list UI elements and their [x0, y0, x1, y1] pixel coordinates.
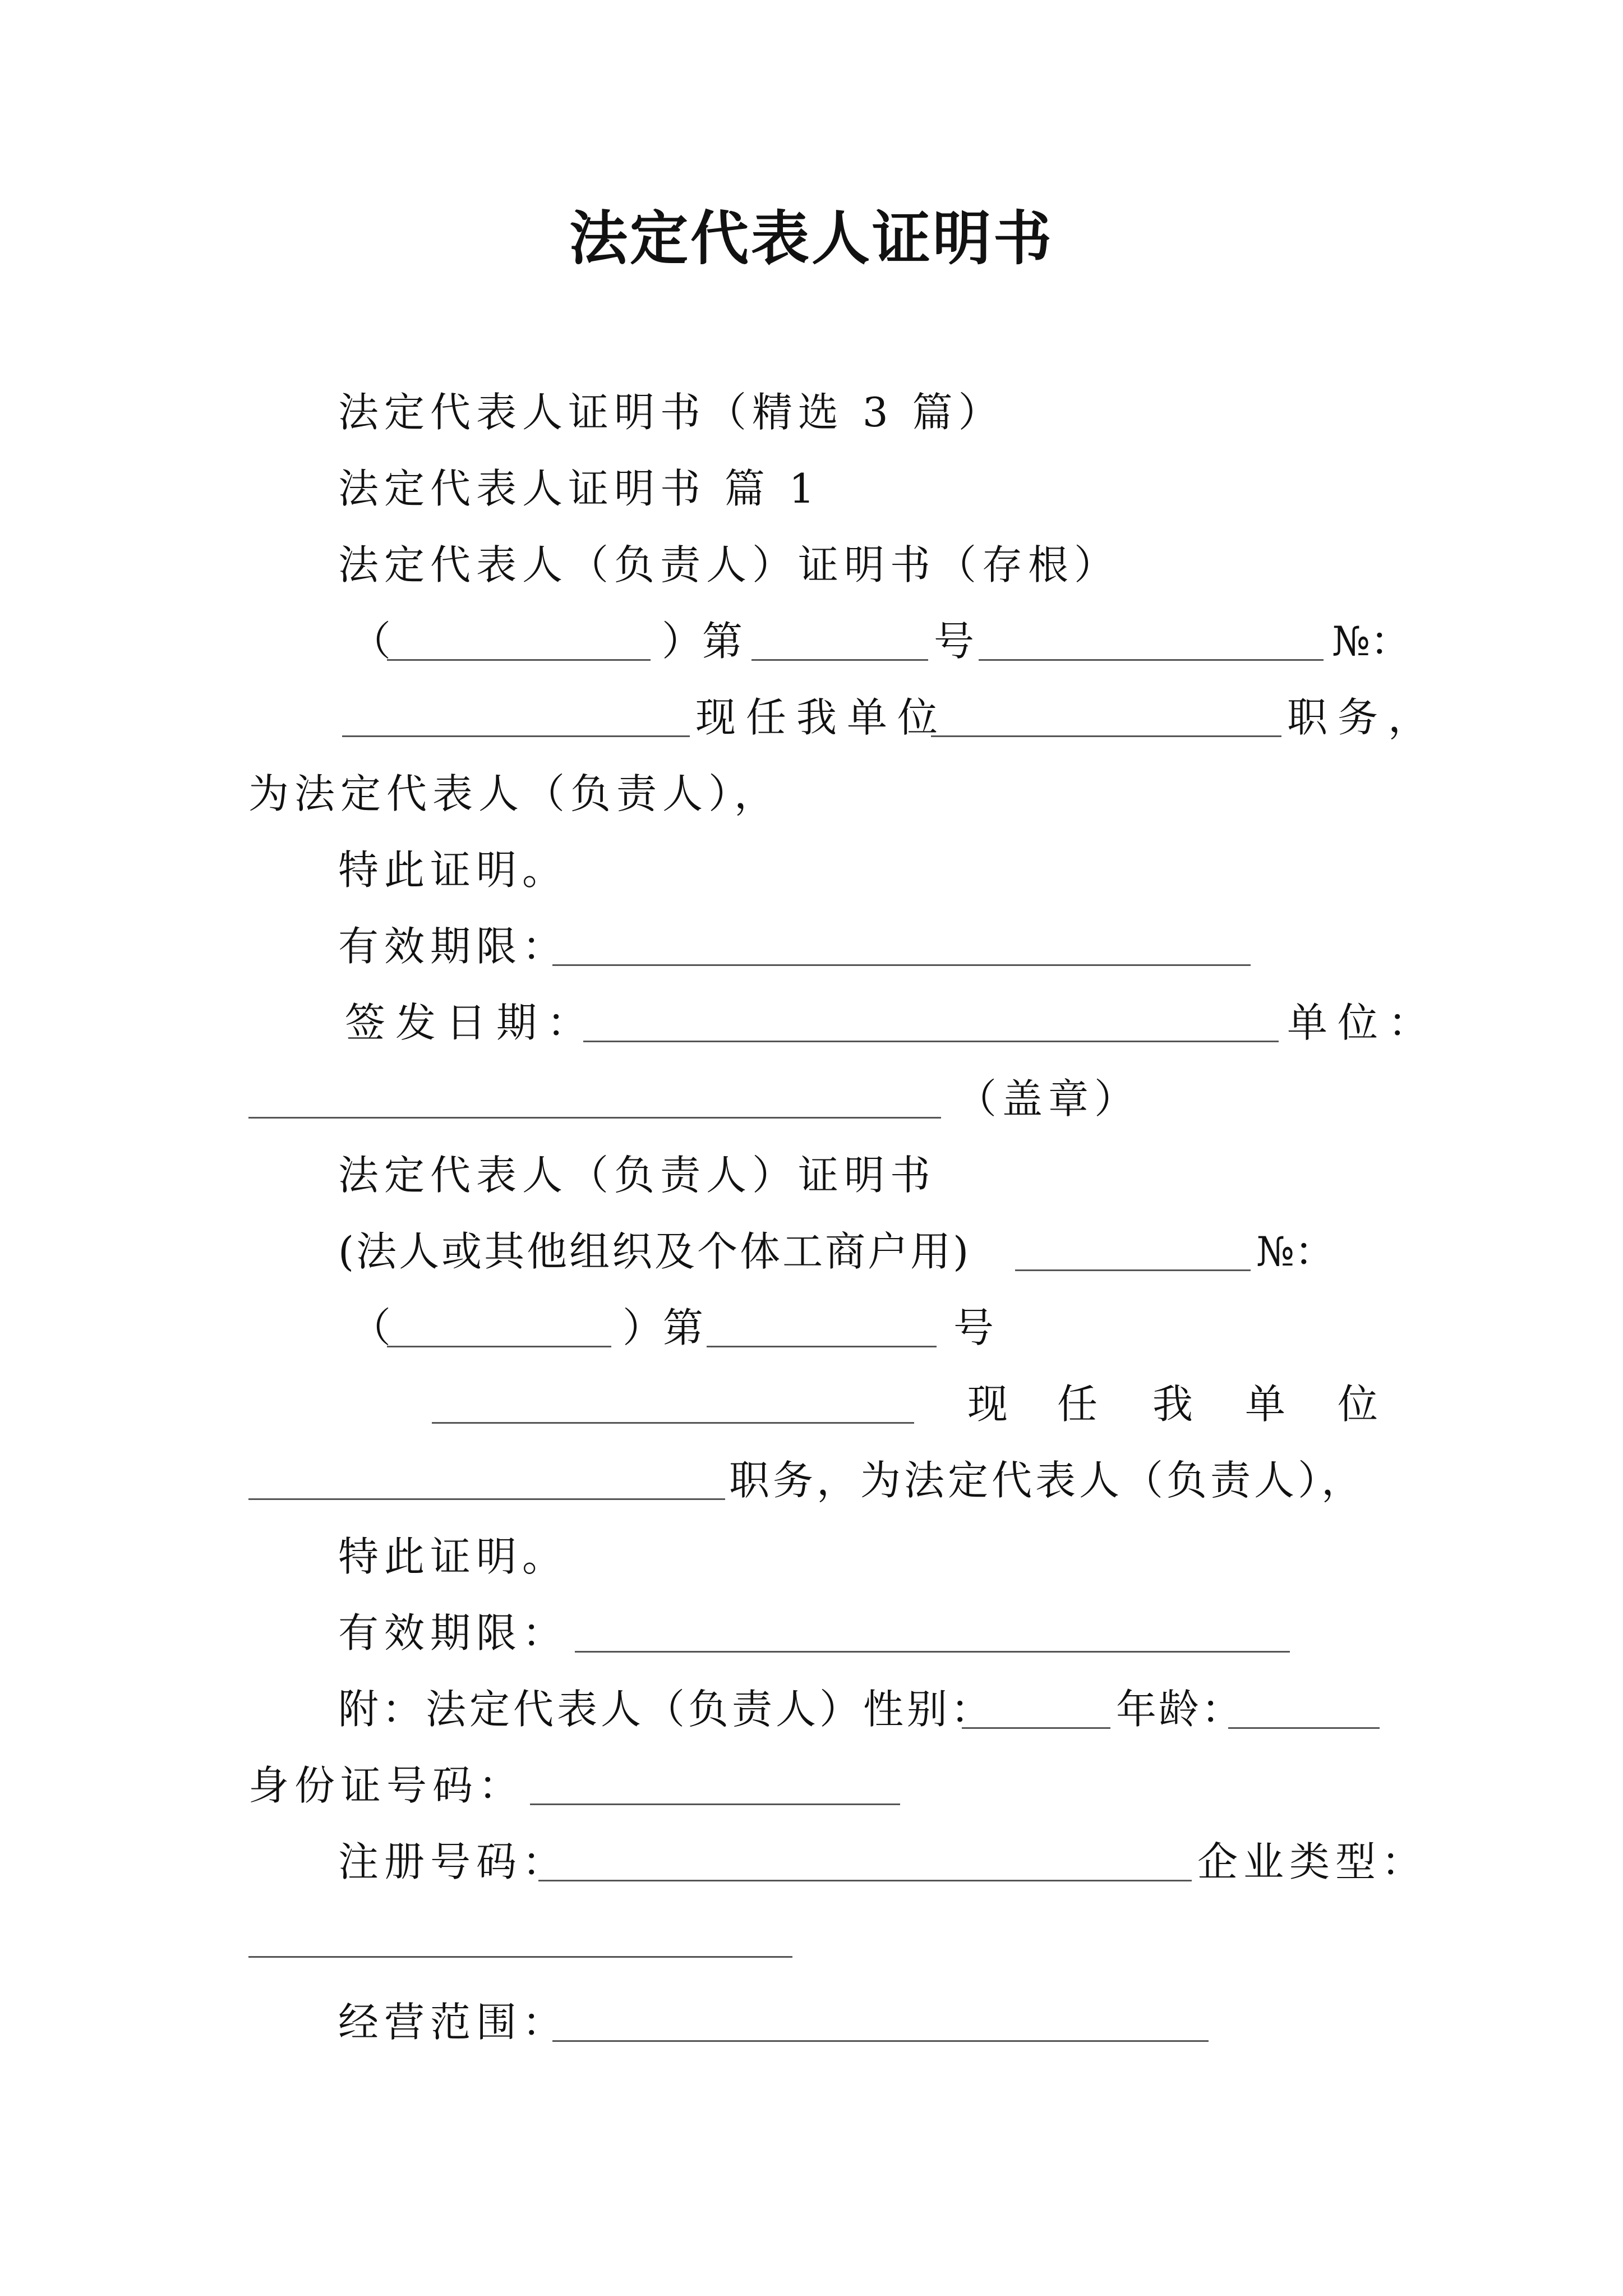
current-unit-text: 现任我单位: [695, 694, 948, 741]
usage-serial-blank[interactable]: [1015, 1269, 1251, 1271]
registration-blank[interactable]: [538, 1880, 1192, 1881]
enterprise-type-blank[interactable]: [248, 1956, 792, 1958]
char-wei: 位: [1338, 1381, 1378, 1428]
usage-text: (法人或其他组织及个体工商户用): [338, 1228, 971, 1275]
issue-date-label: 签发日期：: [345, 999, 598, 1046]
open-paren-2: （: [351, 1304, 391, 1351]
usage-no-label: №：: [1256, 1228, 1335, 1275]
validity-label: 有效期限：: [338, 923, 569, 970]
number-blank[interactable]: [751, 659, 928, 661]
certify-text: 特此证明。: [338, 846, 569, 894]
prefix-blank-2[interactable]: [387, 1346, 611, 1347]
id-number-label: 身份证号码：: [248, 1762, 525, 1809]
business-scope-label: 经营范围：: [338, 1999, 569, 2046]
section-heading-text: 法定代表人证明书 篇 1: [338, 465, 820, 512]
position-label: 职务，: [1287, 694, 1439, 741]
enterprise-type-label: 企业类型：: [1197, 1838, 1428, 1885]
char-ren: 任: [1057, 1381, 1098, 1428]
representative-text: 为法定代表人（负责人），: [248, 770, 781, 817]
close-paren-di-2: ）第: [623, 1304, 704, 1351]
certificate-title-text: 法定代表人（负责人）证明书: [338, 1152, 937, 1199]
validity-blank-2[interactable]: [575, 1651, 1290, 1653]
gender-label: 附：法定代表人（负责人）性别：: [338, 1686, 995, 1733]
gender-blank[interactable]: [962, 1727, 1110, 1729]
char-wo: 我: [1152, 1381, 1193, 1428]
position-blank[interactable]: [931, 735, 1281, 737]
age-blank[interactable]: [1228, 1727, 1380, 1729]
number-blank-2[interactable]: [707, 1346, 937, 1347]
hao-label: 号: [934, 618, 975, 665]
seal-text: （盖章）: [956, 1075, 1141, 1122]
certify-text-2: 特此证明。: [338, 1533, 569, 1580]
char-xian: 现: [967, 1381, 1008, 1428]
name-blank[interactable]: [342, 735, 690, 737]
stub-title-text: 法定代表人（负责人）证明书（存根）: [338, 541, 1121, 588]
id-number-blank[interactable]: [530, 1803, 900, 1805]
subtitle-text: 法定代表人证明书（精选 3 篇）: [338, 389, 1004, 436]
validity-label-2: 有效期限：: [338, 1609, 569, 1657]
prefix-blank[interactable]: [387, 659, 651, 661]
age-label: 年龄：: [1116, 1686, 1244, 1733]
business-scope-blank[interactable]: [552, 2040, 1209, 2042]
registration-label: 注册号码：: [338, 1838, 569, 1885]
char-dan: 单: [1245, 1381, 1286, 1428]
unit-label: 单位：: [1287, 999, 1439, 1046]
serial-blank[interactable]: [979, 659, 1324, 661]
page-title: 法定代表人证明书: [569, 204, 1054, 273]
issue-date-blank[interactable]: [583, 1041, 1279, 1042]
validity-blank[interactable]: [552, 964, 1251, 966]
position-blank-2[interactable]: [248, 1498, 725, 1500]
hao-label-2: 号: [953, 1304, 994, 1351]
open-paren: （: [351, 618, 391, 665]
close-paren-di: ）第: [662, 618, 743, 665]
position-representative-text: 职务，为法定代表人（负责人），: [729, 1457, 1366, 1504]
name-blank-2[interactable]: [432, 1422, 914, 1424]
unit-blank[interactable]: [248, 1117, 941, 1119]
serial-no-label: №：: [1332, 618, 1411, 665]
